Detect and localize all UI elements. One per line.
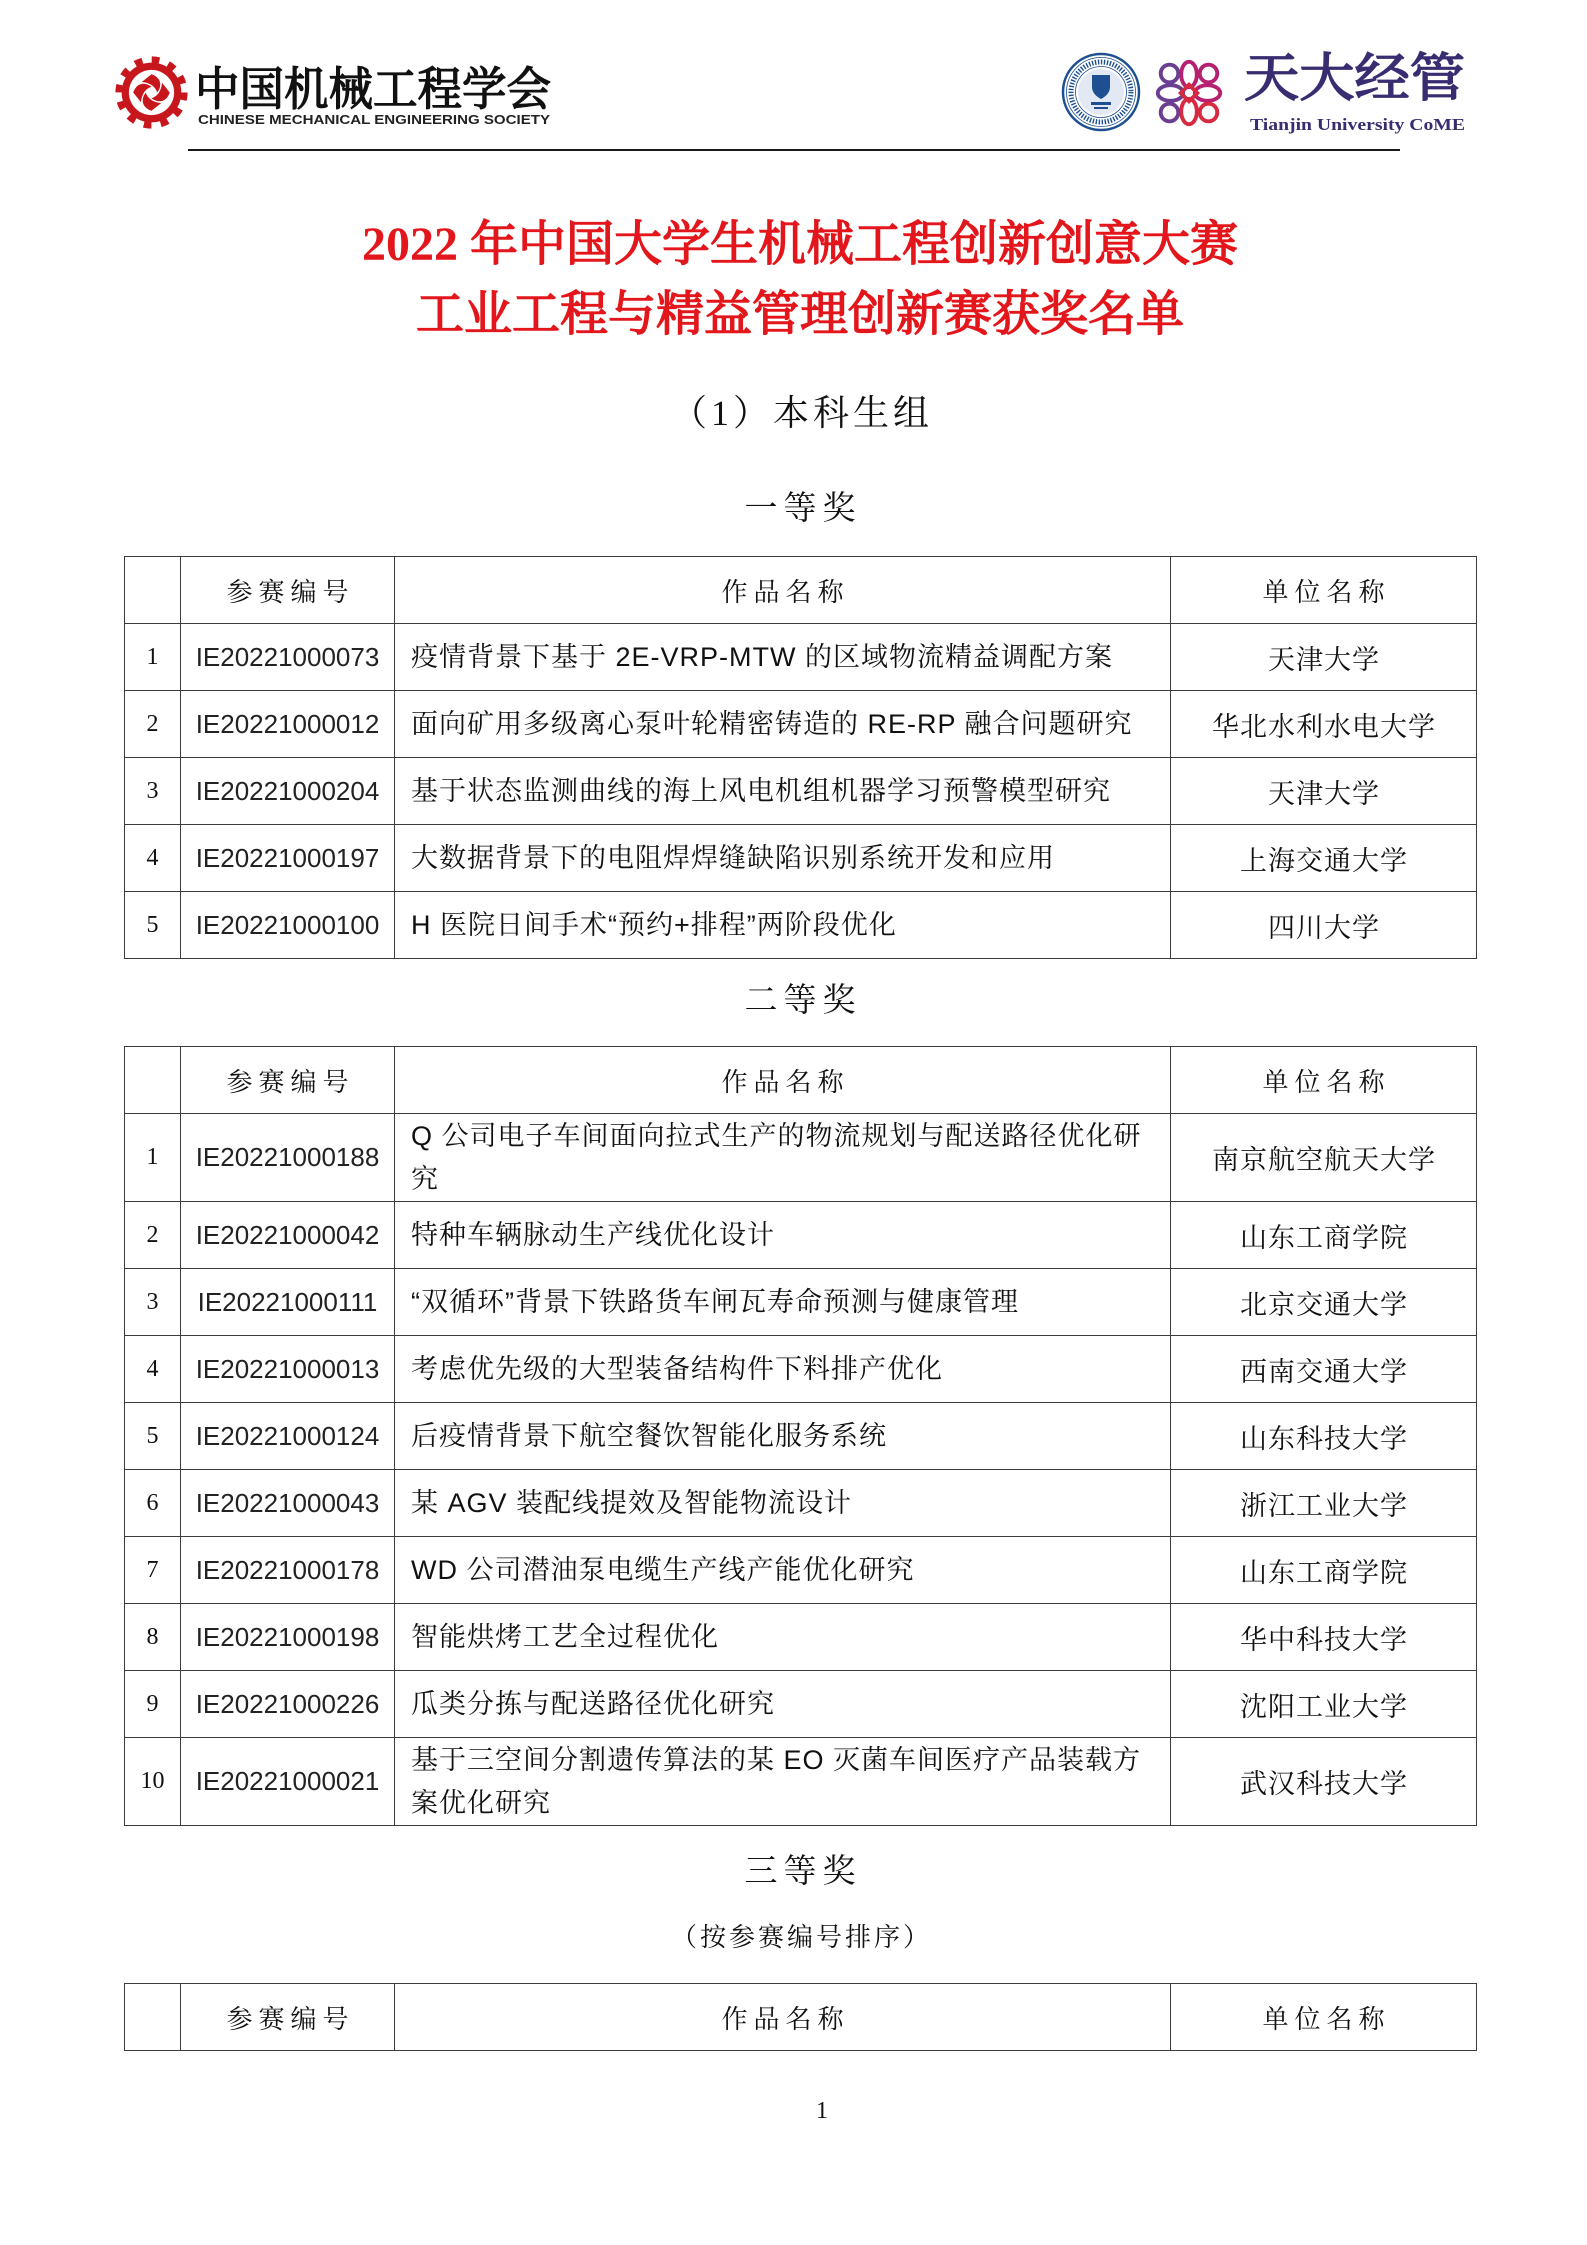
column-header-institution: 单位名称 <box>1171 1047 1477 1114</box>
entry-id: IE20221000021 <box>181 1738 395 1826</box>
column-header-index <box>125 557 181 624</box>
institution-name: 四川大学 <box>1171 892 1477 959</box>
work-title: “双循环”背景下铁路货车闸瓦寿命预测与健康管理 <box>395 1269 1171 1336</box>
row-number: 8 <box>125 1604 181 1671</box>
row-number: 7 <box>125 1537 181 1604</box>
institution-name: 山东工商学院 <box>1171 1202 1477 1269</box>
document-title-line-1: 2022 年中国大学生机械工程创新创意大赛 <box>361 218 1238 271</box>
second-prize-table <box>124 1046 1477 1826</box>
institution-name: 武汉科技大学 <box>1171 1738 1477 1826</box>
row-number: 1 <box>125 1114 181 1202</box>
institution-name: 浙江工业大学 <box>1171 1470 1477 1537</box>
entry-id: IE20221000012 <box>181 691 395 758</box>
entry-id: IE20221000226 <box>181 1671 395 1738</box>
table-row <box>125 1537 1477 1604</box>
work-title: 智能烘烤工艺全过程优化 <box>395 1604 1171 1671</box>
column-header-index <box>125 1047 181 1114</box>
institution-name: 西南交通大学 <box>1171 1336 1477 1403</box>
column-header-work-title: 作品名称 <box>395 1047 1171 1114</box>
first-prize-heading: 一等奖 <box>744 491 862 527</box>
work-title: 面向矿用多级离心泵叶轮精密铸造的 RE-RP 融合问题研究 <box>395 691 1171 758</box>
row-number: 2 <box>125 691 181 758</box>
row-number: 9 <box>125 1671 181 1738</box>
column-header-index <box>125 1984 181 2051</box>
column-header-work-title: 作品名称 <box>395 557 1171 624</box>
entry-id: IE20221000178 <box>181 1537 395 1604</box>
first-prize-table <box>124 556 1477 959</box>
row-number: 3 <box>125 1269 181 1336</box>
table-row <box>125 1604 1477 1671</box>
column-header-entry-id: 参赛编号 <box>181 1047 395 1114</box>
institution-name: 沈阳工业大学 <box>1171 1671 1477 1738</box>
table-row <box>125 1470 1477 1537</box>
work-title: 某 AGV 装配线提效及智能物流设计 <box>395 1470 1171 1537</box>
table-row <box>125 691 1477 758</box>
row-number: 3 <box>125 758 181 825</box>
table-row <box>125 825 1477 892</box>
table-row <box>125 758 1477 825</box>
work-title: 后疫情背景下航空餐饮智能化服务系统 <box>395 1403 1171 1470</box>
row-number: 1 <box>125 624 181 691</box>
entry-id: IE20221000100 <box>181 892 395 959</box>
work-title: 大数据背景下的电阻焊焊缝缺陷识别系统开发和应用 <box>395 825 1171 892</box>
entry-id: IE20221000204 <box>181 758 395 825</box>
header-divider <box>188 149 1400 151</box>
column-header-entry-id: 参赛编号 <box>181 557 395 624</box>
table-header-row <box>125 1047 1477 1114</box>
work-title: 特种车辆脉动生产线优化设计 <box>395 1202 1171 1269</box>
entry-id: IE20221000013 <box>181 1336 395 1403</box>
table-header-row <box>125 557 1477 624</box>
institution-name: 天津大学 <box>1171 624 1477 691</box>
org-name-en: CHINESE MECHANICAL ENGINEERING SOCIETY <box>198 112 551 127</box>
entry-id: IE20221000197 <box>181 825 395 892</box>
partner-name-cn: 天大经管 <box>1244 51 1453 108</box>
table-row <box>125 1403 1477 1470</box>
table-row <box>125 1269 1477 1336</box>
third-prize-table <box>124 1983 1477 2051</box>
work-title: 考虑优先级的大型装备结构件下料排产优化 <box>395 1336 1171 1403</box>
institution-name: 天津大学 <box>1171 758 1477 825</box>
row-number: 2 <box>125 1202 181 1269</box>
work-title: Q 公司电子车间面向拉式生产的物流规划与配送路径优化研究 <box>395 1114 1171 1202</box>
work-title: 基于状态监测曲线的海上风电机组机器学习预警模型研究 <box>395 758 1171 825</box>
row-number: 10 <box>125 1738 181 1826</box>
institution-name: 南京航空航天大学 <box>1171 1114 1477 1202</box>
work-title: H 医院日间手术“预约+排程”两阶段优化 <box>395 892 1171 959</box>
table-row <box>125 1671 1477 1738</box>
table-row <box>125 624 1477 691</box>
tju-come-knot-logo-icon <box>1149 54 1229 132</box>
cmes-wordmark <box>190 58 560 133</box>
entry-id: IE20221000124 <box>181 1403 395 1470</box>
entry-id: IE20221000073 <box>181 624 395 691</box>
row-number: 4 <box>125 825 181 892</box>
org-name-cn: 中国机械工程学会 <box>195 63 551 115</box>
table-row <box>125 1114 1477 1202</box>
row-number: 5 <box>125 892 181 959</box>
page-number: 1 <box>816 2098 828 2124</box>
row-number: 5 <box>125 1403 181 1470</box>
institution-name: 上海交通大学 <box>1171 825 1477 892</box>
come-wordmark <box>1240 45 1475 140</box>
entry-id: IE20221000188 <box>181 1114 395 1202</box>
third-prize-sort-note: （按参赛编号排序） <box>670 1923 932 1952</box>
table-row <box>125 892 1477 959</box>
table-row <box>125 1202 1477 1269</box>
row-number: 4 <box>125 1336 181 1403</box>
column-header-work-title: 作品名称 <box>395 1984 1171 2051</box>
institution-name: 华中科技大学 <box>1171 1604 1477 1671</box>
entry-id: IE20221000042 <box>181 1202 395 1269</box>
entry-id: IE20221000043 <box>181 1470 395 1537</box>
institution-name: 华北水利水电大学 <box>1171 691 1477 758</box>
row-number: 6 <box>125 1470 181 1537</box>
work-title: 瓜类分拣与配送路径优化研究 <box>395 1671 1171 1738</box>
tianjin-university-seal-icon <box>1061 52 1141 132</box>
column-header-institution: 单位名称 <box>1171 1984 1477 2051</box>
column-header-institution: 单位名称 <box>1171 557 1477 624</box>
work-title: 基于三空间分割遗传算法的某 EO 灭菌车间医疗产品装载方案优化研究 <box>395 1738 1171 1826</box>
table-header-row <box>125 1984 1477 2051</box>
gear-shape <box>119 60 184 125</box>
group-heading: （1）本科生组 <box>670 393 933 433</box>
cmes-gear-logo-icon <box>113 54 190 131</box>
table-row <box>125 1738 1477 1826</box>
column-header-entry-id: 参赛编号 <box>181 1984 395 2051</box>
entry-id: IE20221000198 <box>181 1604 395 1671</box>
institution-name: 山东科技大学 <box>1171 1403 1477 1470</box>
document-title-line-2: 工业工程与精益管理创新赛获奖名单 <box>415 288 1184 341</box>
entry-id: IE20221000111 <box>181 1269 395 1336</box>
table-row <box>125 1336 1477 1403</box>
partner-name-en: Tianjin University CoME <box>1250 115 1465 134</box>
institution-name: 山东工商学院 <box>1171 1537 1477 1604</box>
third-prize-heading: 三等奖 <box>744 1854 862 1890</box>
institution-name: 北京交通大学 <box>1171 1269 1477 1336</box>
work-title: 疫情背景下基于 2E-VRP-MTW 的区域物流精益调配方案 <box>395 624 1171 691</box>
second-prize-heading: 二等奖 <box>744 983 862 1019</box>
work-title: WD 公司潜油泵电缆生产线产能优化研究 <box>395 1537 1171 1604</box>
